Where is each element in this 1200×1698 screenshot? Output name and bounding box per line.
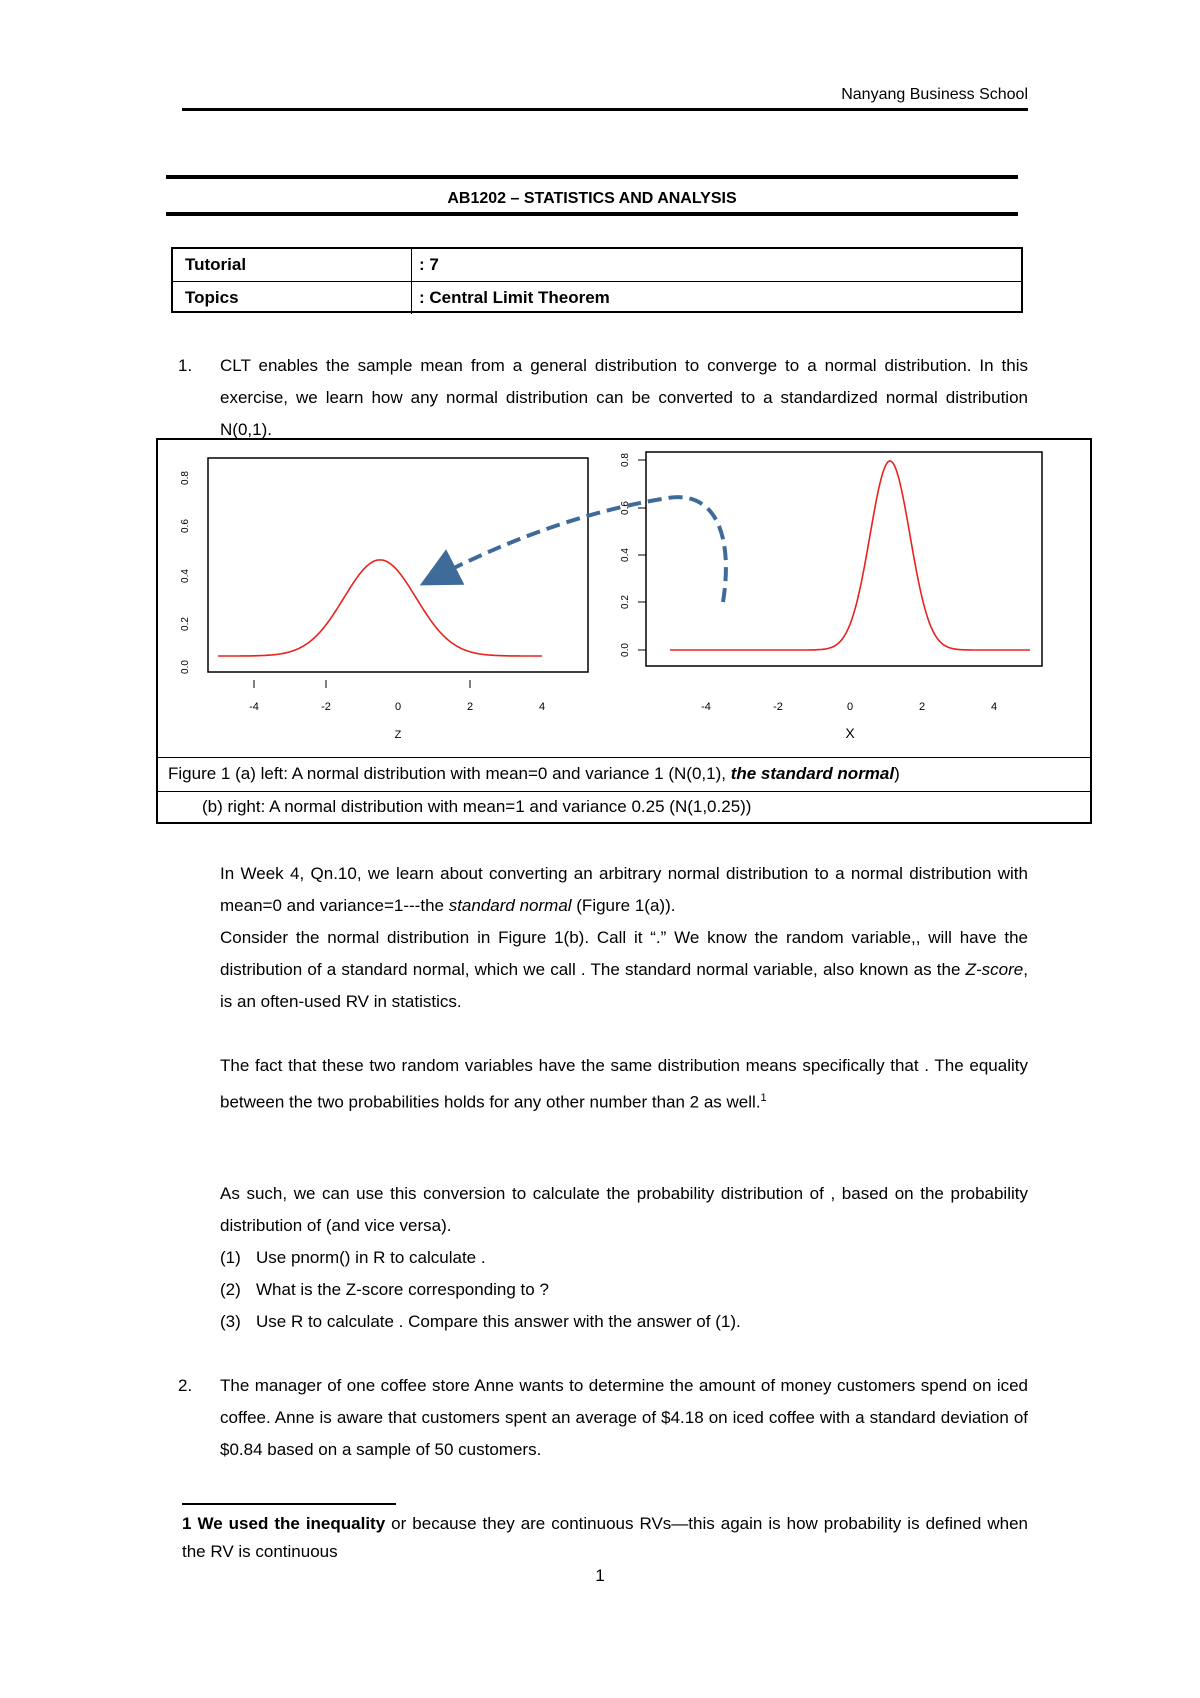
footnote-rule [182, 1503, 396, 1505]
page-number: 1 [595, 1566, 605, 1585]
q1-paragraph-3 [220, 1050, 1028, 1119]
left-ytick: 0.4 [180, 569, 191, 583]
left-xtick: -2 [321, 701, 331, 713]
right-ytick: 0.2 [620, 595, 631, 609]
p1-end: (Figure 1(a)). [571, 896, 676, 915]
column-divider [411, 249, 412, 281]
info-row-tutorial [173, 249, 1021, 282]
p1-emphasis: standard normal [448, 896, 572, 915]
info-value: : Central Limit Theorem [419, 288, 610, 307]
item-text: Use pnorm() in R to calculate . [256, 1248, 486, 1267]
q1-paragraph-2 [220, 922, 1028, 1018]
left-xtick: 4 [538, 701, 546, 713]
right-ytick: 0.6 [620, 501, 631, 515]
info-label: Topics [185, 288, 239, 307]
caption-a-text: Figure 1 (a) left: A normal distribution with mean=0 and variance 1 (N(0,1), [168, 764, 731, 783]
caption-a-suffix: ) [894, 764, 900, 783]
left-xtick: -4 [249, 701, 259, 713]
item-text: Use R to calculate . Compare this answer with the answer of (1). [256, 1312, 741, 1331]
list-item [220, 1306, 1028, 1338]
info-row-topics [173, 282, 1021, 314]
right-xtick: 0 [846, 701, 854, 713]
course-title: AB1202 – STATISTICS AND ANALYSIS [447, 190, 737, 207]
q1-paragraph-1 [220, 858, 1028, 922]
p2-emphasis: Z-score [965, 960, 1024, 979]
left-ytick: 0.0 [180, 660, 191, 674]
list-item [220, 1274, 1028, 1306]
item-number: (3) [220, 1312, 241, 1331]
title-rule-bottom [166, 212, 1018, 216]
footnote [182, 1510, 1028, 1566]
q1-paragraph-4: As such, we can use this conversion to calculate the probability distribution of , based on the probability distribution of (and vice versa). [220, 1184, 1028, 1235]
p1-text: In Week 4, Qn.10, we learn about converting an arbitrary normal distribution to a normal distribution with mean=0 and variance=1---the [220, 864, 1028, 915]
title-rule-top [166, 175, 1018, 179]
caption-a-emphasis: the standard normal [730, 764, 895, 783]
right-ytick: 0.0 [620, 643, 631, 657]
conversion-arrow [434, 497, 726, 602]
question-number: 1. [178, 356, 193, 375]
footnote-rest: or because they are continuous RVs—this again is how probability is defined when the RV is continuous [182, 1514, 1028, 1561]
right-ytick: 0.8 [620, 453, 631, 467]
left-xtick: 0 [394, 701, 402, 713]
right-xtick: -4 [701, 701, 711, 713]
figure-caption-a [156, 757, 1092, 791]
left-ytick: 0.8 [180, 471, 191, 485]
info-table [171, 247, 1023, 313]
question-number: 2. [178, 1376, 193, 1395]
left-ytick: 0.2 [180, 617, 191, 631]
right-xlabel: X [845, 725, 855, 741]
q1-intro: CLT enables the sample mean from a general distribution to converge to a normal distribution. In this exercise, we learn how any normal distribution can be converted to a standardized normal distribution N(0,1). [220, 356, 1028, 439]
info-value: : 7 [419, 255, 439, 274]
right-xtick: 2 [918, 701, 926, 713]
right-ytick: 0.4 [620, 548, 631, 562]
right-xtick: -2 [773, 701, 783, 713]
right-xtick: 4 [990, 701, 998, 713]
column-divider [411, 282, 412, 314]
list-item [220, 1242, 1028, 1274]
item-number: (1) [220, 1248, 241, 1267]
left-xtick: 2 [466, 701, 474, 713]
item-number: (2) [220, 1280, 241, 1299]
left-ytick: 0.6 [180, 519, 191, 533]
left-plot-frame [208, 458, 588, 672]
p3-text: The fact that these two random variables have the same distribution means specifically that . The equality between the two probabilities holds for any other number than 2 as well. [220, 1056, 1028, 1112]
footnote-ref: 1 [760, 1092, 767, 1104]
info-label: Tutorial [185, 255, 247, 274]
header-rule [182, 108, 1028, 111]
right-plot-frame [646, 452, 1042, 666]
q1-items [220, 1242, 1028, 1338]
figure-caption-b: (b) right: A normal distribution with mean=1 and variance 0.25 (N(1,0.25)) [156, 791, 1092, 824]
school-name: Nanyang Business School [841, 86, 1028, 103]
standard-normal-curve [218, 560, 542, 656]
left-xlabel: Z [394, 729, 402, 741]
item-text: What is the Z-score corresponding to ? [256, 1280, 549, 1299]
q2-text: The manager of one coffee store Anne wants to determine the amount of money customers spend on iced coffee. Anne is aware that customers spent an average of $4.18 on iced coffee with a standard deviation of $0.84 based on a sample of 50 customers. [220, 1376, 1028, 1459]
p2-end: , is an often-used RV in statistics. [220, 960, 1028, 1011]
p2-text: Consider the normal distribution in Figure 1(b). Call it “.” We know the random variable,, will have the distribution of a standard normal, which we call . The standard normal variable, also known as the [220, 928, 1028, 979]
footnote-lead: 1 We used the inequality [182, 1514, 386, 1533]
